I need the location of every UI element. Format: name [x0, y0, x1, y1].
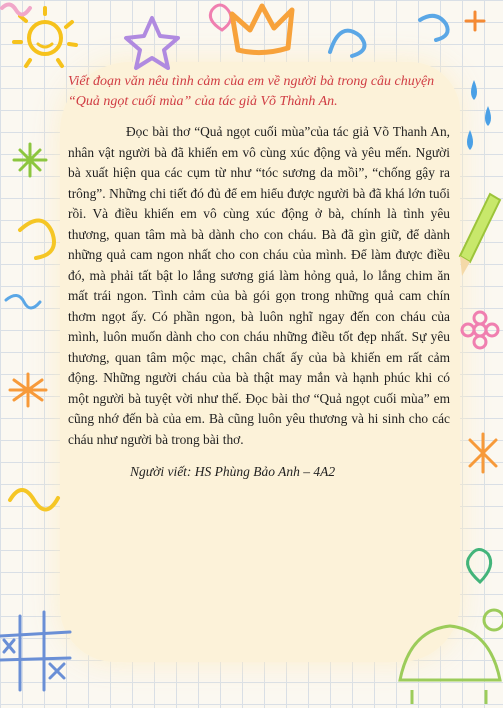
droplet-doodle	[467, 80, 491, 150]
sparkle-doodle-green	[14, 144, 46, 176]
heart-doodle-green	[468, 549, 491, 582]
sparkle-doodle	[466, 12, 484, 30]
zigzag-doodle	[10, 490, 58, 510]
essay-prompt: Viết đoạn văn nêu tình cảm của em về người bà trong câu chuyện “Quả ngọt cuối mùa” của tác giả Võ Thành An.	[68, 74, 435, 109]
sparkle-doodle-right	[470, 434, 496, 472]
sparkle-doodle-orange	[10, 374, 46, 406]
squiggle-doodle	[2, 4, 30, 14]
turtle-doodle	[400, 610, 503, 704]
wave-doodle	[6, 295, 40, 308]
tic-tac-toe-doodle	[0, 612, 70, 690]
crown-doodle	[232, 6, 292, 53]
sun-doodle	[14, 8, 76, 66]
curl-doodle	[20, 220, 54, 258]
essay-content	[68, 72, 450, 482]
pencil-doodle	[460, 194, 500, 276]
flower-doodle	[462, 312, 498, 348]
swirl-doodle	[330, 16, 448, 56]
star-doodle	[126, 18, 178, 68]
essay-author: Người viết: HS Phùng Bảo Anh – 4A2	[130, 464, 336, 479]
heart-doodle	[210, 5, 231, 30]
essay-body: Đọc bài thơ “Quả ngọt cuối mùa”của tác giả Võ Thanh An, nhân vật người bà đã khiến em vô cùng xúc động và yêu mến. Người bà xuất hiện qua các cụm từ như “tóc sương da mồi”, “chống gậy ra trông”. Những chi tiết đó đủ để em hiểu được người bà đã khá lớn tuổi rồi. Và điều khiến em vô cùng xúc động ở bà, chính là tình yêu thương, quan tâm mà bà dành cho con cháu. Bà đã gìn giữ, để dành những quả cam ngon nhất cho con cháu của mình. Để làm được điều đó, mà phải tất bật lo lắng sương giá làm hỏng quả, lo lắng chim ăn mất trái ngon. Tình cảm của bà gói gọn trong những quả cam chín thơm ngọt ấy. Có phần ngon, bà luôn nghĩ ngay đến con cháu của mình, luôn muốn dành cho con cháu những điều tốt đẹp nhất. Sự yêu thương, quan tâm mộc mạc, chân chất ấy của bà khiến em rất cảm động. Những người cháu của bà thật may mắn và hạnh phúc khi có một người bà tuyệt vời như thế. Đọc bài thơ “Quả ngọt cuối mùa” em cũng nhớ đến bà của em. Bà cũng luôn yêu thương và hi sinh cho các cháu như người bà trong bài thơ.	[68, 124, 450, 447]
